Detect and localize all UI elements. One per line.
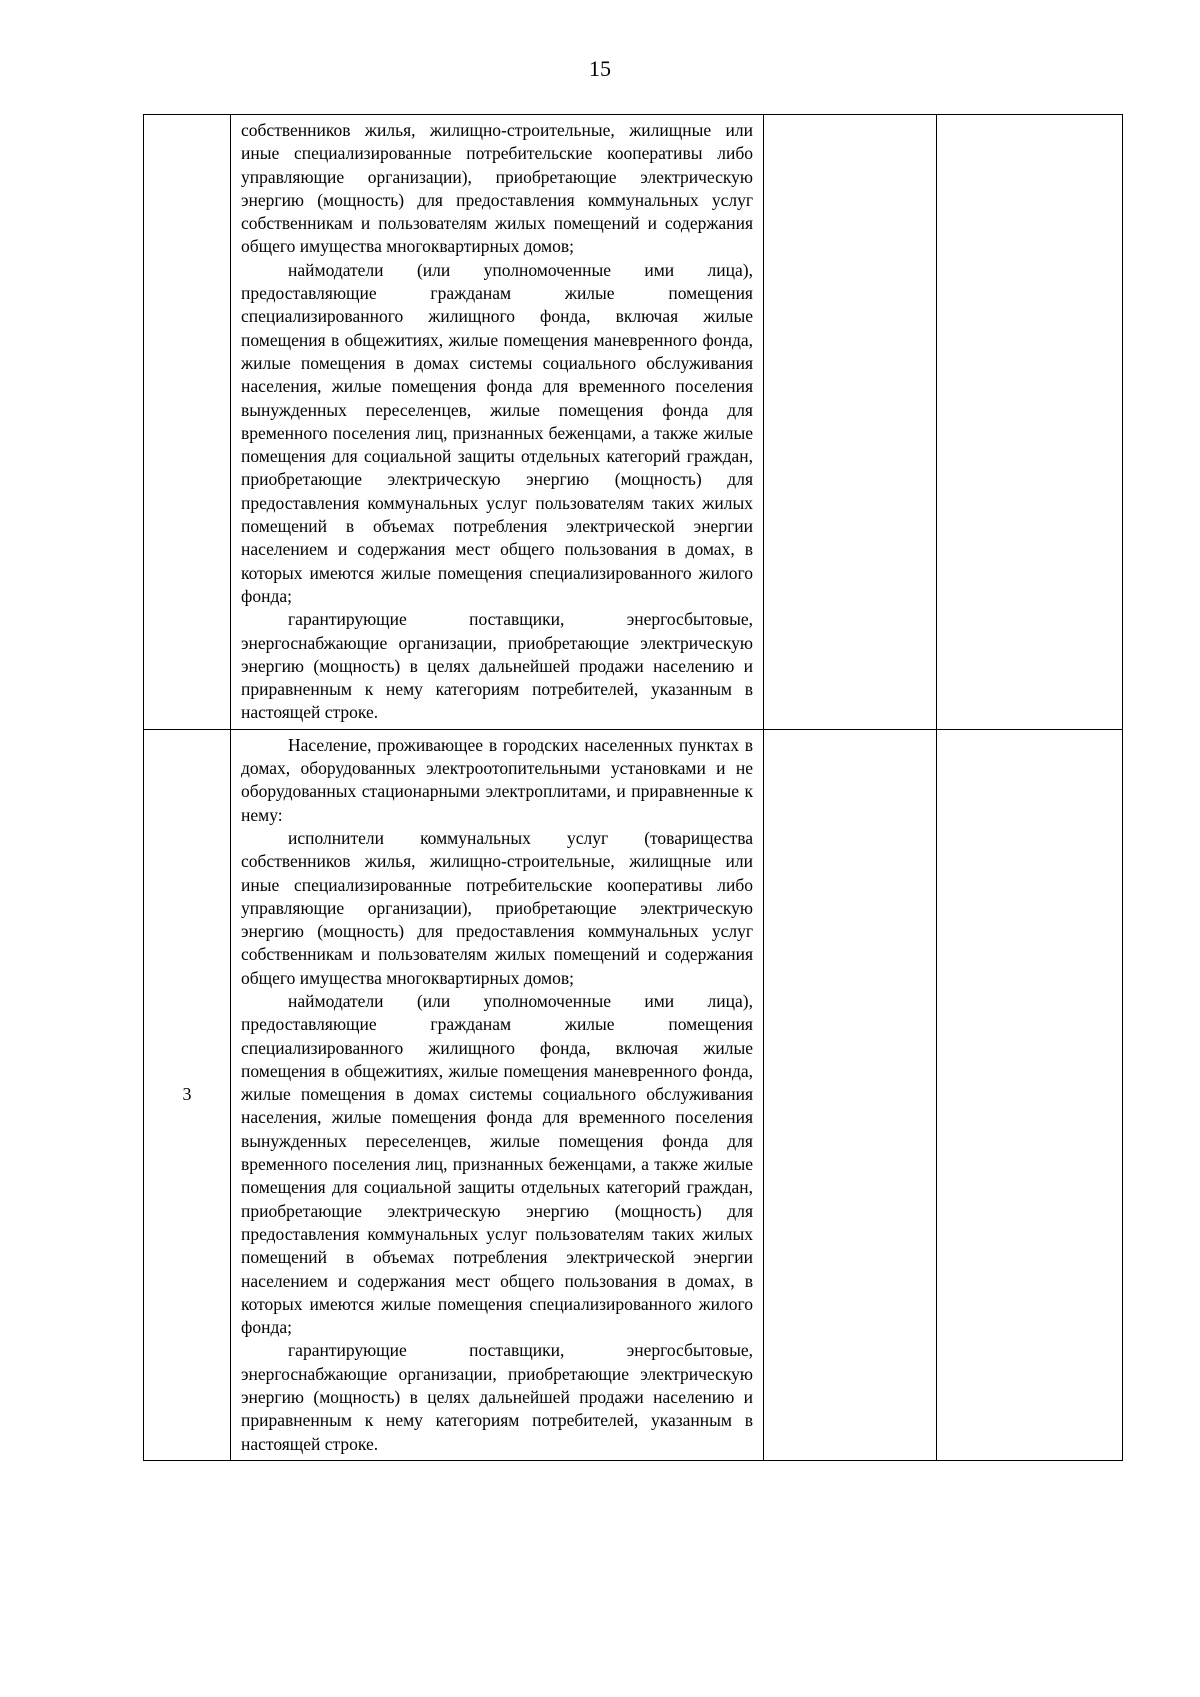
page-number: 15 [589, 56, 611, 81]
empty-value-cell [937, 729, 1123, 1460]
paragraph: гарантирующие поставщики, энергосбытовые, энергоснабжающие организации, приобретающие электрическую энергию (мощность) в целях дальнейшей продажи населению и приравненным к нему категориям потребителей, указанным в настоящей строке. [241, 1340, 753, 1454]
paragraph: Население, проживающее в городских населенных пунктах в домах, оборудованных электроотопительными установками и не оборудованных стационарными электроплитами, и приравненные к нему: [241, 734, 753, 825]
tariff-table [143, 114, 1123, 1461]
paragraph: наймодатели (или уполномоченные ими лица), предоставляющие гражданам жилые помещения специализированного жилищного фонда, включая жилые помещения в общежитиях, жилые помещения маневренного фонда, жилые помещения в домах системы социального обслуживания населения, жилые помещения фонда для временного поселения вынужденных переселенцев, жилые помещения фонда для временного поселения лиц, признанных беженцами, а также жилые помещения для социальной защиты отдельных категорий граждан, приобретающие электрическую энергию (мощность) для предоставления коммунальных услуг пользователям таких жилых помещений в объемах потребления электрической энергии населением и содержания мест общего пользования в домах, в которых имеются жилые помещения специализированного жилого фонда; [241, 259, 753, 606]
consumer-category-cell [231, 729, 764, 1460]
paragraph: исполнители коммунальных услуг (товарищества собственников жилья, жилищно-строительные, жилищные или иные специализированные потребительские кооперативы либо управляющие организации), приобретающие электрическую энергию (мощность) для предоставления коммунальных услуг собственникам и пользователям жилых помещений и содержания общего имущества многоквартирных домов; [241, 827, 753, 988]
table-row-continuation [144, 115, 1123, 730]
empty-value-cell [937, 115, 1123, 730]
paragraph: собственников жилья, жилищно-строительные, жилищные или иные специализированные потребительские кооперативы либо управляющие организации), приобретающие электрическую энергию (мощность) для предоставления коммунальных услуг собственникам и пользователям жилых помещений и содержания общего имущества многоквартирных домов; [241, 120, 753, 257]
empty-value-cell [764, 729, 937, 1460]
paragraph: наймодатели (или уполномоченные ими лица), предоставляющие гражданам жилые помещения специализированного жилищного фонда, включая жилые помещения в общежитиях, жилые помещения маневренного фонда, жилые помещения в домах системы социального обслуживания населения, жилые помещения фонда для временного поселения вынужденных переселенцев, жилые помещения фонда для временного поселения лиц, признанных беженцами, а также жилые помещения для социальной защиты отдельных категорий граждан, приобретающие электрическую энергию (мощность) для предоставления коммунальных услуг пользователям таких жилых помещений в объемах потребления электрической энергии населением и содержания мест общего пользования в домах, в которых имеются жилые помещения специализированного жилого фонда; [241, 990, 753, 1338]
table-row-3 [144, 729, 1123, 1460]
empty-value-cell [764, 115, 937, 730]
row-number-cell [144, 115, 231, 730]
row-number-cell: 3 [144, 729, 231, 1460]
paragraph: гарантирующие поставщики, энергосбытовые, энергоснабжающие организации, приобретающие электрическую энергию (мощность) в целях дальнейшей продажи населению и приравненным к нему категориям потребителей, указанным в настоящей строке. [241, 609, 753, 723]
consumer-category-cell [231, 115, 764, 730]
